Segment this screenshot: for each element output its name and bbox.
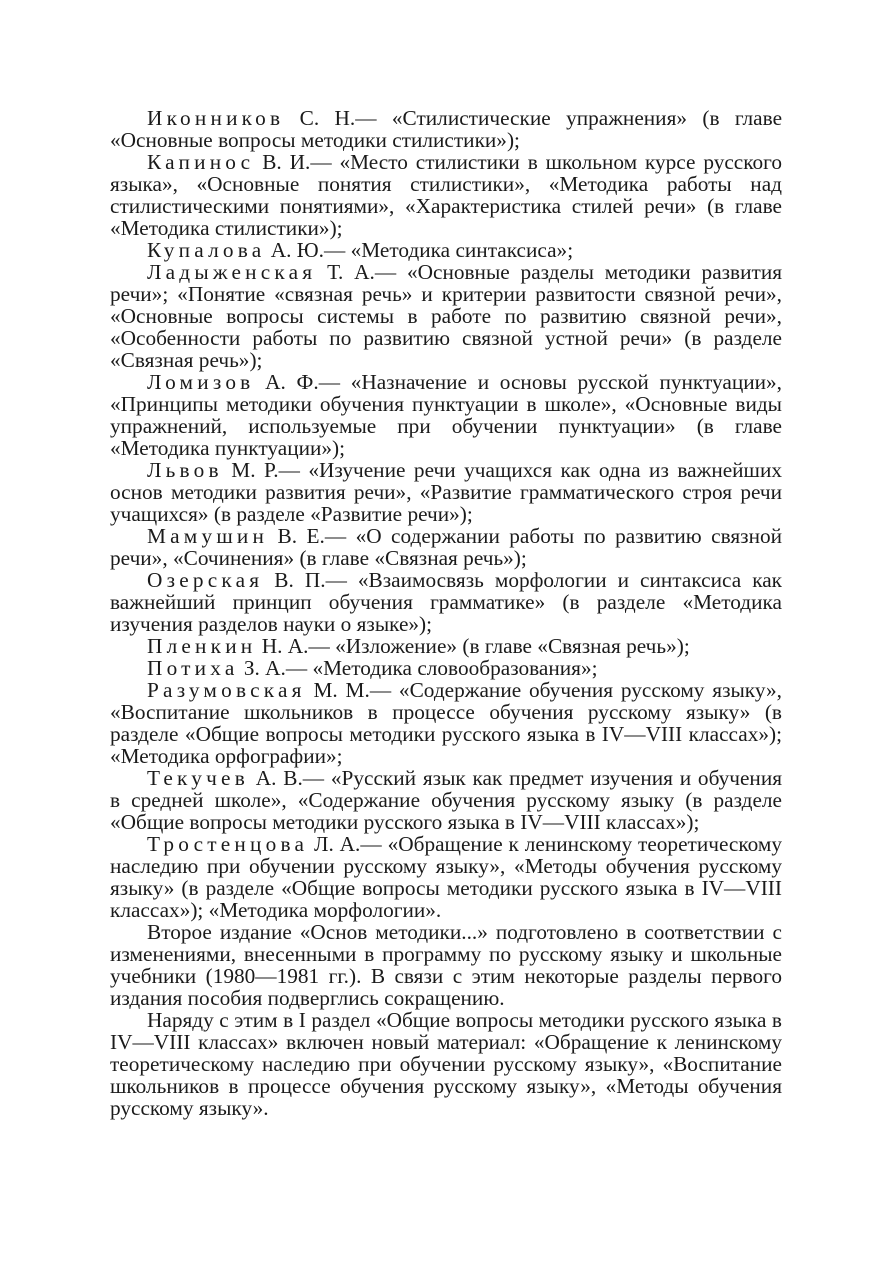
body-paragraph: Наряду с этим в I раздел «Общие вопросы методики русского языка в IV—VIII классах» включен новый материал: «Обращение к ленинскому теоретическому наследию при обучении русскому языку», «Воспитание школьников в процессе обучения русскому языку», «Методы обучения русскому языку». (110, 1008, 782, 1120)
author-surname: Иконников (147, 106, 285, 130)
author-entry (110, 657, 782, 679)
text-block (110, 107, 782, 1119)
author-entry (110, 569, 782, 635)
body-paragraph: Второе издание «Основ методики...» подготовлено в соответствии с изменениями, внесенными в программу по русскому языку и школьные учебники (1980—1981 гг.). В связи с этим некоторые разделы первого издания пособия подверглись сокращению. (110, 920, 782, 1010)
entry-text: — «Изложение» (в главе «Связная речь»); (308, 634, 690, 658)
entry-text: — «Содержание обучения русскому языку», «Воспитание школьников в процессе обучения русскому языку» (в разделе «Общие вопросы методики русского языка в IV—VIII классах»); «Методика орфографии»; (110, 678, 782, 768)
entry-text: — «Взаимосвязь морфологии и синтаксиса как важнейший принцип обучения грамматике» (в разделе «Методика изучения разделов науки о языке»); (110, 568, 783, 636)
author-initials: М. М. (313, 678, 370, 702)
author-entry (110, 151, 782, 239)
author-surname: Текучев (147, 766, 249, 790)
author-entry (110, 767, 782, 833)
author-surname: Капинос (147, 150, 255, 174)
author-entry (110, 107, 782, 151)
entry-text: — «Методика словообразования»; (285, 656, 598, 680)
author-initials: А. Ю. (270, 238, 324, 262)
author-initials: Н. А. (261, 634, 309, 658)
entry-text: — «Стилистические упражнения» (в главе «Основные вопросы методики стилистики»); (110, 106, 783, 152)
author-surname: Ладыженская (147, 260, 317, 284)
entry-text: — «Место стилистики в школьном курсе русского языка», «Основные понятия стилистики», «Методика работы над стилистическими понятиями», «Характеристика стилей речи» (в главе «Методика стилистики»); (110, 150, 783, 240)
author-entry (110, 261, 782, 371)
author-entry (110, 371, 782, 459)
author-surname: Ломизов (147, 370, 255, 394)
author-initials: В. П. (274, 568, 326, 592)
author-initials: С. Н. (299, 106, 356, 130)
author-surname: Пленкин (147, 634, 257, 658)
author-initials: Л. А. (314, 832, 361, 856)
author-initials: А. В. (255, 766, 303, 790)
entry-text: — «Методика синтаксиса»; (323, 238, 574, 262)
author-initials: В. Е. (277, 524, 325, 548)
author-initials: З. А. (243, 656, 286, 680)
entry-text: — «Основные разделы методики развития речи»; «Понятие «связная речь» и критерии развитости связной речи», «Основные вопросы системы в работе по развитию связной речи», «Особенности работы по развитию связной устной речи» (в разделе «Связная речь»); (110, 260, 783, 372)
author-entry (110, 459, 782, 525)
author-entry (110, 239, 782, 261)
entry-text: — «Обращение к ленинскому теоретическому наследию при обучении русскому языку», «Методы обучения русскому языку» (в разделе «Общие вопросы методики русского языка в IV—VIII классах»); «Методика морфологии». (110, 832, 783, 922)
entry-text: — «Назначение и основы русской пунктуации», «Принципы методики обучения пунктуации в школе», «Основные виды упражнений, используемые при обучении пунктуации» (в главе «Методика пунктуации»); (110, 370, 782, 460)
entry-text: — «Изучение речи учащихся как одна из важнейших основ методики развития речи», «Развитие грамматического строя речи учащихся» (в разделе «Развитие речи»); (110, 458, 783, 526)
author-initials: Т. А. (327, 260, 375, 284)
author-initials: В. И. (262, 150, 311, 174)
author-entry (110, 635, 782, 657)
author-entry (110, 833, 782, 921)
entry-text: — «О содержании работы по развитию связной речи», «Сочинения» (в главе «Связная речь»); (110, 524, 783, 570)
author-surname: Львов (147, 458, 223, 482)
author-initials: М. Р. (231, 458, 279, 482)
author-surname: Озерская (147, 568, 264, 592)
author-surname: Мамушин (147, 524, 269, 548)
author-surname: Тростенцова (147, 832, 309, 856)
author-entry (110, 679, 782, 767)
author-initials: А. Ф. (265, 370, 319, 394)
author-surname: Потиха (147, 656, 239, 680)
entry-text: — «Русский язык как предмет изучения и обучения в средней школе», «Содержание обучения русскому языку (в разделе «Общие вопросы методики русского языка в IV—VIII классах»); (110, 766, 783, 834)
author-entry (110, 525, 782, 569)
author-surname: Купалова (147, 238, 266, 262)
author-surname: Разумовская (147, 678, 306, 702)
